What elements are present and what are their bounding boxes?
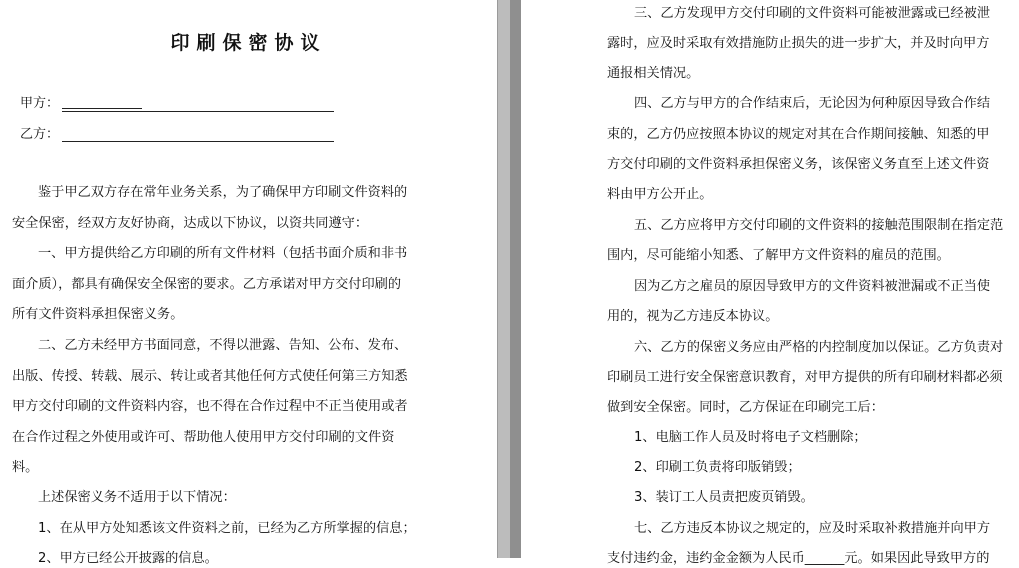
- paragraph-line: 围内，尽可能缩小知悉、了解甲方文件资料的雇员的范围。: [607, 248, 950, 263]
- paragraph-line: 一、甲方提供给乙方印刷的所有文件材料（包括书面介质和非书: [38, 246, 408, 261]
- document-page-right: [521, 0, 1019, 566]
- paragraph-line: 所有文件资料承担保密义务。: [12, 307, 184, 322]
- party-a-label: 甲方：: [20, 96, 60, 111]
- paragraph-line: 三、乙方发现甲方交付印刷的文件资料可能被泄露或已经被泄: [634, 6, 991, 21]
- paragraph-line: 露时，应及时采取有效措施防止损失的进一步扩大，并及时向甲方: [607, 36, 990, 51]
- paragraph-line: 二、乙方未经甲方书面同意，不得以泄露、告知、公布、发布、: [38, 338, 408, 353]
- paragraph-line: 通报相关情况。: [607, 66, 700, 81]
- paragraph-line: 鉴于甲乙双方存在常年业务关系，为了确保甲方印刷文件资料的: [38, 185, 408, 200]
- paragraph-line: 上述保密义务不适用于以下情况：: [38, 490, 236, 505]
- paragraph-line: 面介质），都具有确保安全保密的要求。乙方承诺对甲方交付印刷的: [12, 277, 402, 292]
- paragraph-line: 束的，乙方仍应按照本协议的规定对其在合作期间接触、知悉的甲: [607, 127, 990, 142]
- paragraph-line: 方交付印刷的文件资料承担保密义务，该保密义务直至上述文件资: [607, 157, 990, 172]
- paragraph-line: 五、乙方应将甲方交付印刷的文件资料的接触范围限制在指定范: [634, 218, 1004, 233]
- paragraph-line: 2、印刷工负责将印版销毁；: [634, 460, 801, 475]
- paragraph-line: 出版、传授、转载、展示、转让或者其他任何方式使任何第三方知悉: [12, 369, 408, 384]
- paragraph-line: 印刷员工进行安全保密意识教育，对甲方提供的所有印刷材料都必须: [607, 370, 1003, 385]
- party-a-underline: [62, 111, 334, 112]
- paragraph-line: 1、电脑工作人员及时将电子文档删除；: [634, 430, 867, 445]
- party-a-short-underline: [62, 108, 142, 109]
- paragraph-line: 料由甲方公开止。: [607, 187, 713, 202]
- paragraph-line: 甲方交付印刷的文件资料内容，也不得在合作过程中不正当使用或者: [12, 399, 408, 414]
- paragraph-line: 3、装订工人员责把废页销毁。: [634, 490, 814, 505]
- paragraph-line: 因为乙方之雇员的原因导致甲方的文件资料被泄漏或不正当使: [634, 279, 991, 294]
- paragraph-line: 1、在从甲方处知悉该文件资料之前，已经为乙方所掌握的信息；: [38, 521, 416, 536]
- document-title: 印刷保密协议: [170, 32, 327, 54]
- paragraph-line: 用的，视为乙方违反本协议。: [607, 309, 779, 324]
- document-page-left: [0, 0, 497, 566]
- paragraph-line: 七、乙方违反本协议之规定的，应及时采取补救措施并向甲方: [634, 521, 991, 536]
- page-gutter-shadow: [510, 0, 521, 558]
- paragraph-line: 四、乙方与甲方的合作结束后，无论因为何种原因导致合作结: [634, 96, 991, 111]
- party-b-label: 乙方：: [20, 127, 60, 142]
- paragraph-line: 2、甲方已经公开披露的信息。: [38, 551, 218, 566]
- paragraph-line: 支付违约金，违约金金额为人民币______元。如果因此导致甲方的: [607, 551, 990, 566]
- paragraph-line: 六、乙方的保密义务应由严格的内控制度加以保证。乙方负责对: [634, 340, 1004, 355]
- paragraph-line: 安全保密，经双方友好协商，达成以下协议，以资共同遵守：: [12, 216, 369, 231]
- paragraph-line: 做到安全保密。同时，乙方保证在印刷完工后：: [607, 400, 884, 415]
- paragraph-line: 料。: [12, 460, 39, 475]
- party-b-underline: [62, 141, 334, 142]
- paragraph-line: 在合作过程之外使用或许可、帮助他人使用甲方交付印刷的文件资: [12, 430, 395, 445]
